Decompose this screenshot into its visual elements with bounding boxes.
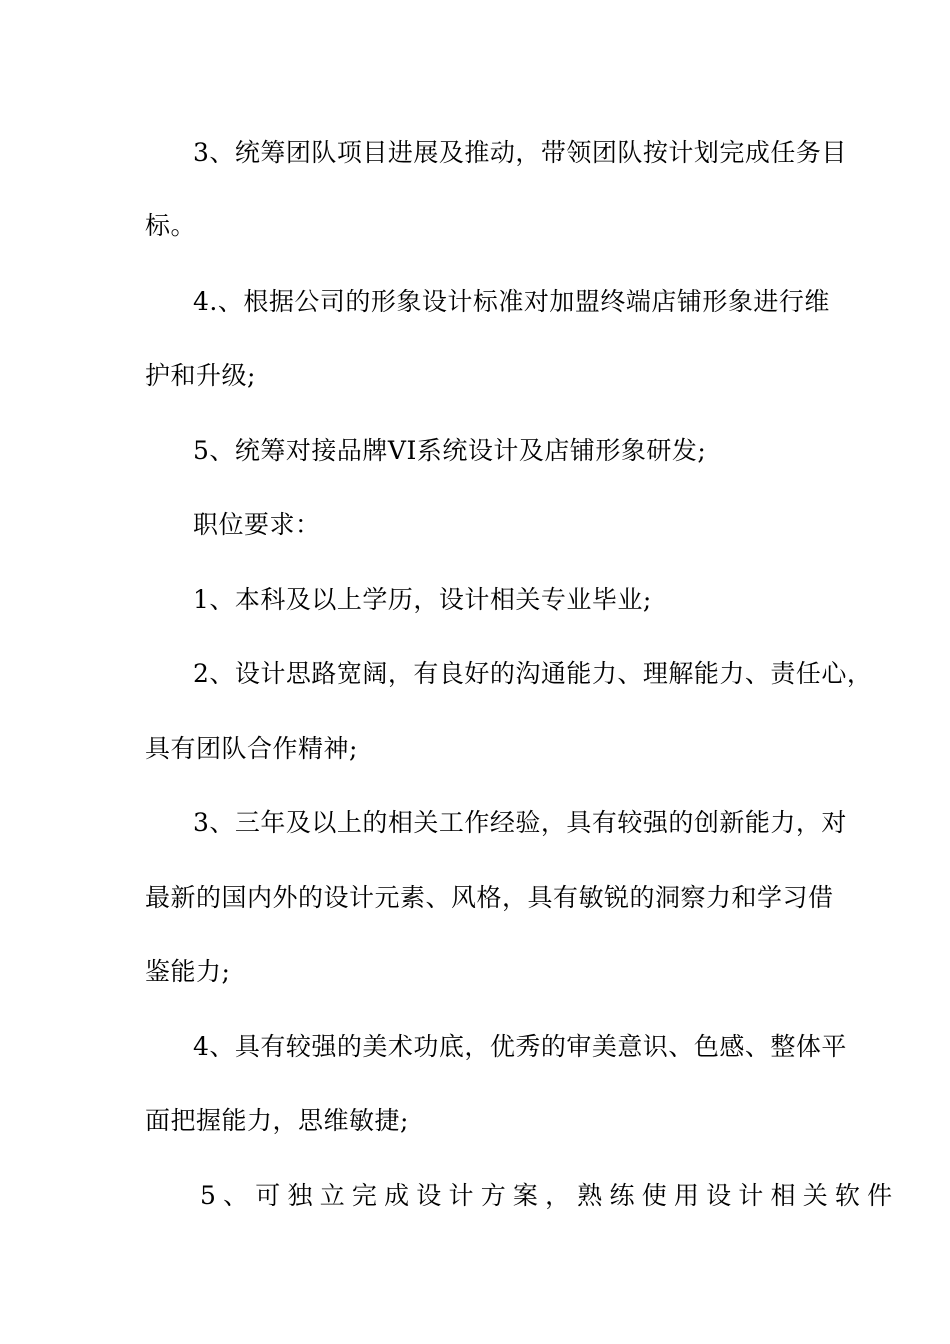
- paragraph-line: 2、设计思路宽阔，有良好的沟通能力、理解能力、责任心，: [193, 659, 873, 688]
- paragraph-line: 鉴能力;: [145, 957, 231, 986]
- paragraph-line: 1、本科及以上学历，设计相关专业毕业;: [193, 585, 652, 614]
- section-heading: 职位要求：: [193, 510, 321, 539]
- paragraph-line: 5、可独立完成设计方案，熟练使用设计相关软件: [200, 1181, 900, 1210]
- paragraph-line: 最新的国内外的设计元素、风格，具有敏锐的洞察力和学习借: [145, 883, 834, 912]
- paragraph-line: 3、统筹团队项目进展及推动，带领团队按计划完成任务目: [193, 138, 847, 167]
- paragraph-line: 3、三年及以上的相关工作经验，具有较强的创新能力，对: [193, 808, 847, 837]
- paragraph-line: 4.、根据公司的形象设计标准对加盟终端店铺形象进行维: [193, 287, 830, 316]
- paragraph-line: 面把握能力，思维敏捷;: [145, 1106, 409, 1135]
- paragraph-line: 4、具有较强的美术功底，优秀的审美意识、色感、整体平: [193, 1032, 847, 1061]
- paragraph-line: 5、统筹对接品牌VI系统设计及店铺形象研发;: [193, 436, 707, 465]
- paragraph-line: 标。: [145, 211, 197, 240]
- paragraph-line: 具有团队合作精神;: [145, 734, 358, 763]
- paragraph-line: 护和升级;: [145, 361, 256, 390]
